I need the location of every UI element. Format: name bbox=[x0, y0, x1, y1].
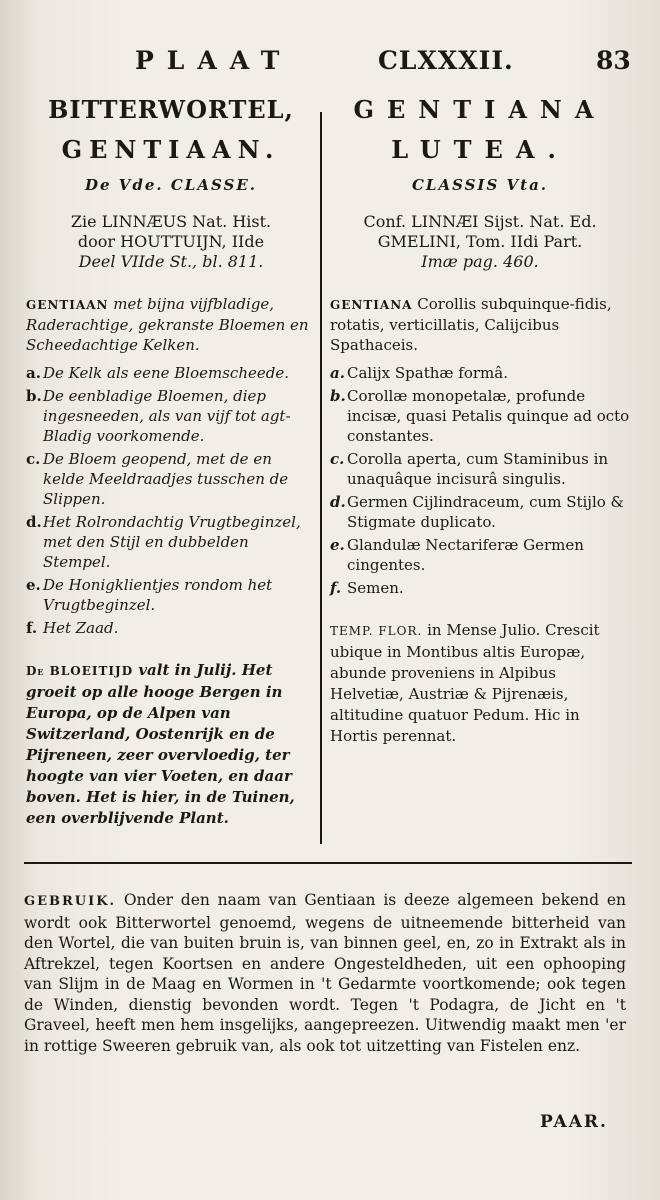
item-text: Corolla aperta, cum Staminibus in unaquâque incisurâ singulis. bbox=[347, 450, 609, 488]
item-key: d. bbox=[26, 513, 42, 531]
dutch-ref-line-2: door HOUTTUIJN, IIde bbox=[77, 232, 265, 251]
plate-label: PLAAT bbox=[135, 46, 293, 75]
usage-lead: GEBRUIK. bbox=[24, 894, 117, 909]
dutch-column bbox=[26, 90, 316, 829]
item-text: De Kelk als eene Bloemscheede. bbox=[43, 364, 289, 382]
latin-flowering-text: in Mense Julio. Crescit ubique in Montibus altis Europæ, abunde proveniens in Alpibus Helvetiæ, Austriæ & Pijrenæis, altitudine quatuor Pedum. Hic in Hortis perennat. bbox=[330, 621, 600, 745]
latin-ref-line-3: Imæ pag. 460. bbox=[421, 252, 539, 271]
dutch-title-2: GENTIAAN. bbox=[61, 135, 281, 164]
item-text: Het Zaad. bbox=[43, 619, 119, 637]
item-key: b. bbox=[330, 387, 346, 405]
dutch-reference bbox=[26, 212, 316, 272]
item-key: f. bbox=[26, 619, 38, 637]
list-item bbox=[330, 449, 630, 489]
list-item bbox=[330, 386, 630, 446]
usage-text: Onder den naam van Gentiaan is deeze algemeen bekend en wordt ook Bitterwortel genoemd, wegens de uitneemende bitterheid van den Wortel, die van buiten bruin is, van binnen geel, en, zo in Extrakt als in Aftrekzel, tegen Koortsen en andere Ongesteldheden, uit een ophooping van Slijm in de Maag en Wormen in 't Gedarmte voortkomende; ook tegen de Winden, dienstig bevonden wordt. Tegen 't Podagra, de Jicht en 't Graveel, heeft men hem insgelijks, aangepreezen. Uitwendig maakt men 'er in rottige Sweeren gebruik van, als ook tot uitzetting van Fistelen enz. bbox=[24, 891, 626, 1055]
dutch-desc-lead: GENTIAAN bbox=[26, 298, 109, 312]
list-item bbox=[330, 363, 630, 383]
item-key: c. bbox=[26, 450, 41, 468]
catchword: PAAR. bbox=[540, 1112, 608, 1132]
item-text: Het Rolrondachtig Vrugtbeginzel, met den Stijl en dubbelden Stempel. bbox=[43, 513, 301, 571]
latin-flowering-lead: TEMP. FLOR. bbox=[330, 624, 423, 638]
item-key: d. bbox=[330, 493, 346, 511]
item-key: e. bbox=[330, 536, 345, 554]
dutch-parts-list bbox=[26, 363, 316, 638]
column-divider bbox=[320, 112, 322, 844]
item-text: Calijx Spathæ formâ. bbox=[347, 364, 508, 382]
item-key: f. bbox=[330, 579, 342, 597]
list-item bbox=[26, 512, 316, 572]
item-text: De Bloem geopend, met de en kelde Meeldraadjes tusschen de Slippen. bbox=[43, 450, 289, 508]
list-item bbox=[26, 618, 316, 638]
item-text: Glandulæ Nectariferæ Germen cingentes. bbox=[347, 536, 584, 574]
item-text: Corollæ monopetalæ, profunde incisæ, quasi Petalis quinque ad octo constantes. bbox=[347, 387, 630, 445]
item-text: De Honigklientjes rondom het Vrugtbeginzel. bbox=[43, 576, 273, 614]
item-text: De eenbladige Bloemen, diep ingesneeden, als van vijf tot agt-Bladig voorkomende. bbox=[43, 387, 291, 445]
latin-class-line: CLASSIS Vta. bbox=[411, 176, 549, 194]
latin-title-1: GENTIANA bbox=[353, 95, 607, 124]
item-key: a. bbox=[330, 364, 345, 382]
dutch-title-1: BITTERWORTEL, bbox=[48, 95, 294, 124]
item-text: Semen. bbox=[347, 579, 404, 597]
item-key: a. bbox=[26, 364, 41, 382]
latin-desc-text: Corollis subquinque-fidis, rotatis, verticillatis, Calijcibus Spathaceis. bbox=[330, 295, 612, 354]
dutch-class-line: De Vde. CLASSE. bbox=[84, 176, 257, 194]
usage-paragraph bbox=[24, 890, 626, 1056]
latin-flowering-paragraph bbox=[330, 620, 630, 747]
item-key: e. bbox=[26, 576, 41, 594]
plate-number: CLXXXII. bbox=[378, 46, 514, 75]
latin-desc-lead: GENTIANA bbox=[330, 298, 413, 312]
running-header bbox=[0, 46, 660, 86]
list-item bbox=[26, 363, 316, 383]
latin-title-2: LUTEA. bbox=[391, 135, 569, 164]
dutch-ref-line-1: Zie LINNÆUS Nat. Hist. bbox=[70, 212, 272, 231]
dutch-ref-line-3: Deel VIIde St., bl. 811. bbox=[78, 252, 264, 271]
dutch-flowering-text: valt in Julij. Het groeit op alle hooge Bergen in Europa, op de Alpen van Switzerland, Oostenrijk en de Pijreneen, zeer overvloedig, ter hoogte van vier Voeten, en daar boven. Het is hier, in de Tuinen, een overblijvende Plant. bbox=[26, 661, 295, 827]
latin-ref-line-2: GMELINI, Tom. IIdi Part. bbox=[377, 232, 583, 251]
item-key: c. bbox=[330, 450, 345, 468]
latin-column bbox=[330, 90, 630, 747]
item-key: b. bbox=[26, 387, 42, 405]
list-item bbox=[26, 386, 316, 446]
list-item bbox=[330, 492, 630, 532]
list-item bbox=[26, 575, 316, 615]
latin-reference bbox=[330, 212, 630, 272]
latin-description bbox=[330, 294, 630, 355]
section-divider bbox=[24, 862, 632, 864]
dutch-description bbox=[26, 294, 316, 355]
latin-parts-list bbox=[330, 363, 630, 598]
latin-ref-line-1: Conf. LINNÆI Sijst. Nat. Ed. bbox=[363, 212, 597, 231]
list-item bbox=[330, 535, 630, 575]
dutch-flowering-paragraph bbox=[26, 660, 316, 829]
dutch-desc-text: met bijna vijfbladige, Raderachtige, gekranste Bloemen en Scheedachtige Kelken. bbox=[26, 295, 309, 354]
page-number: 83 bbox=[596, 46, 631, 75]
item-text: Germen Cijlindraceum, cum Stijlo & Stigmate duplicato. bbox=[347, 493, 624, 531]
dutch-flowering-lead: De BLOEITIJD bbox=[26, 664, 134, 678]
list-item bbox=[330, 578, 630, 598]
list-item bbox=[26, 449, 316, 509]
